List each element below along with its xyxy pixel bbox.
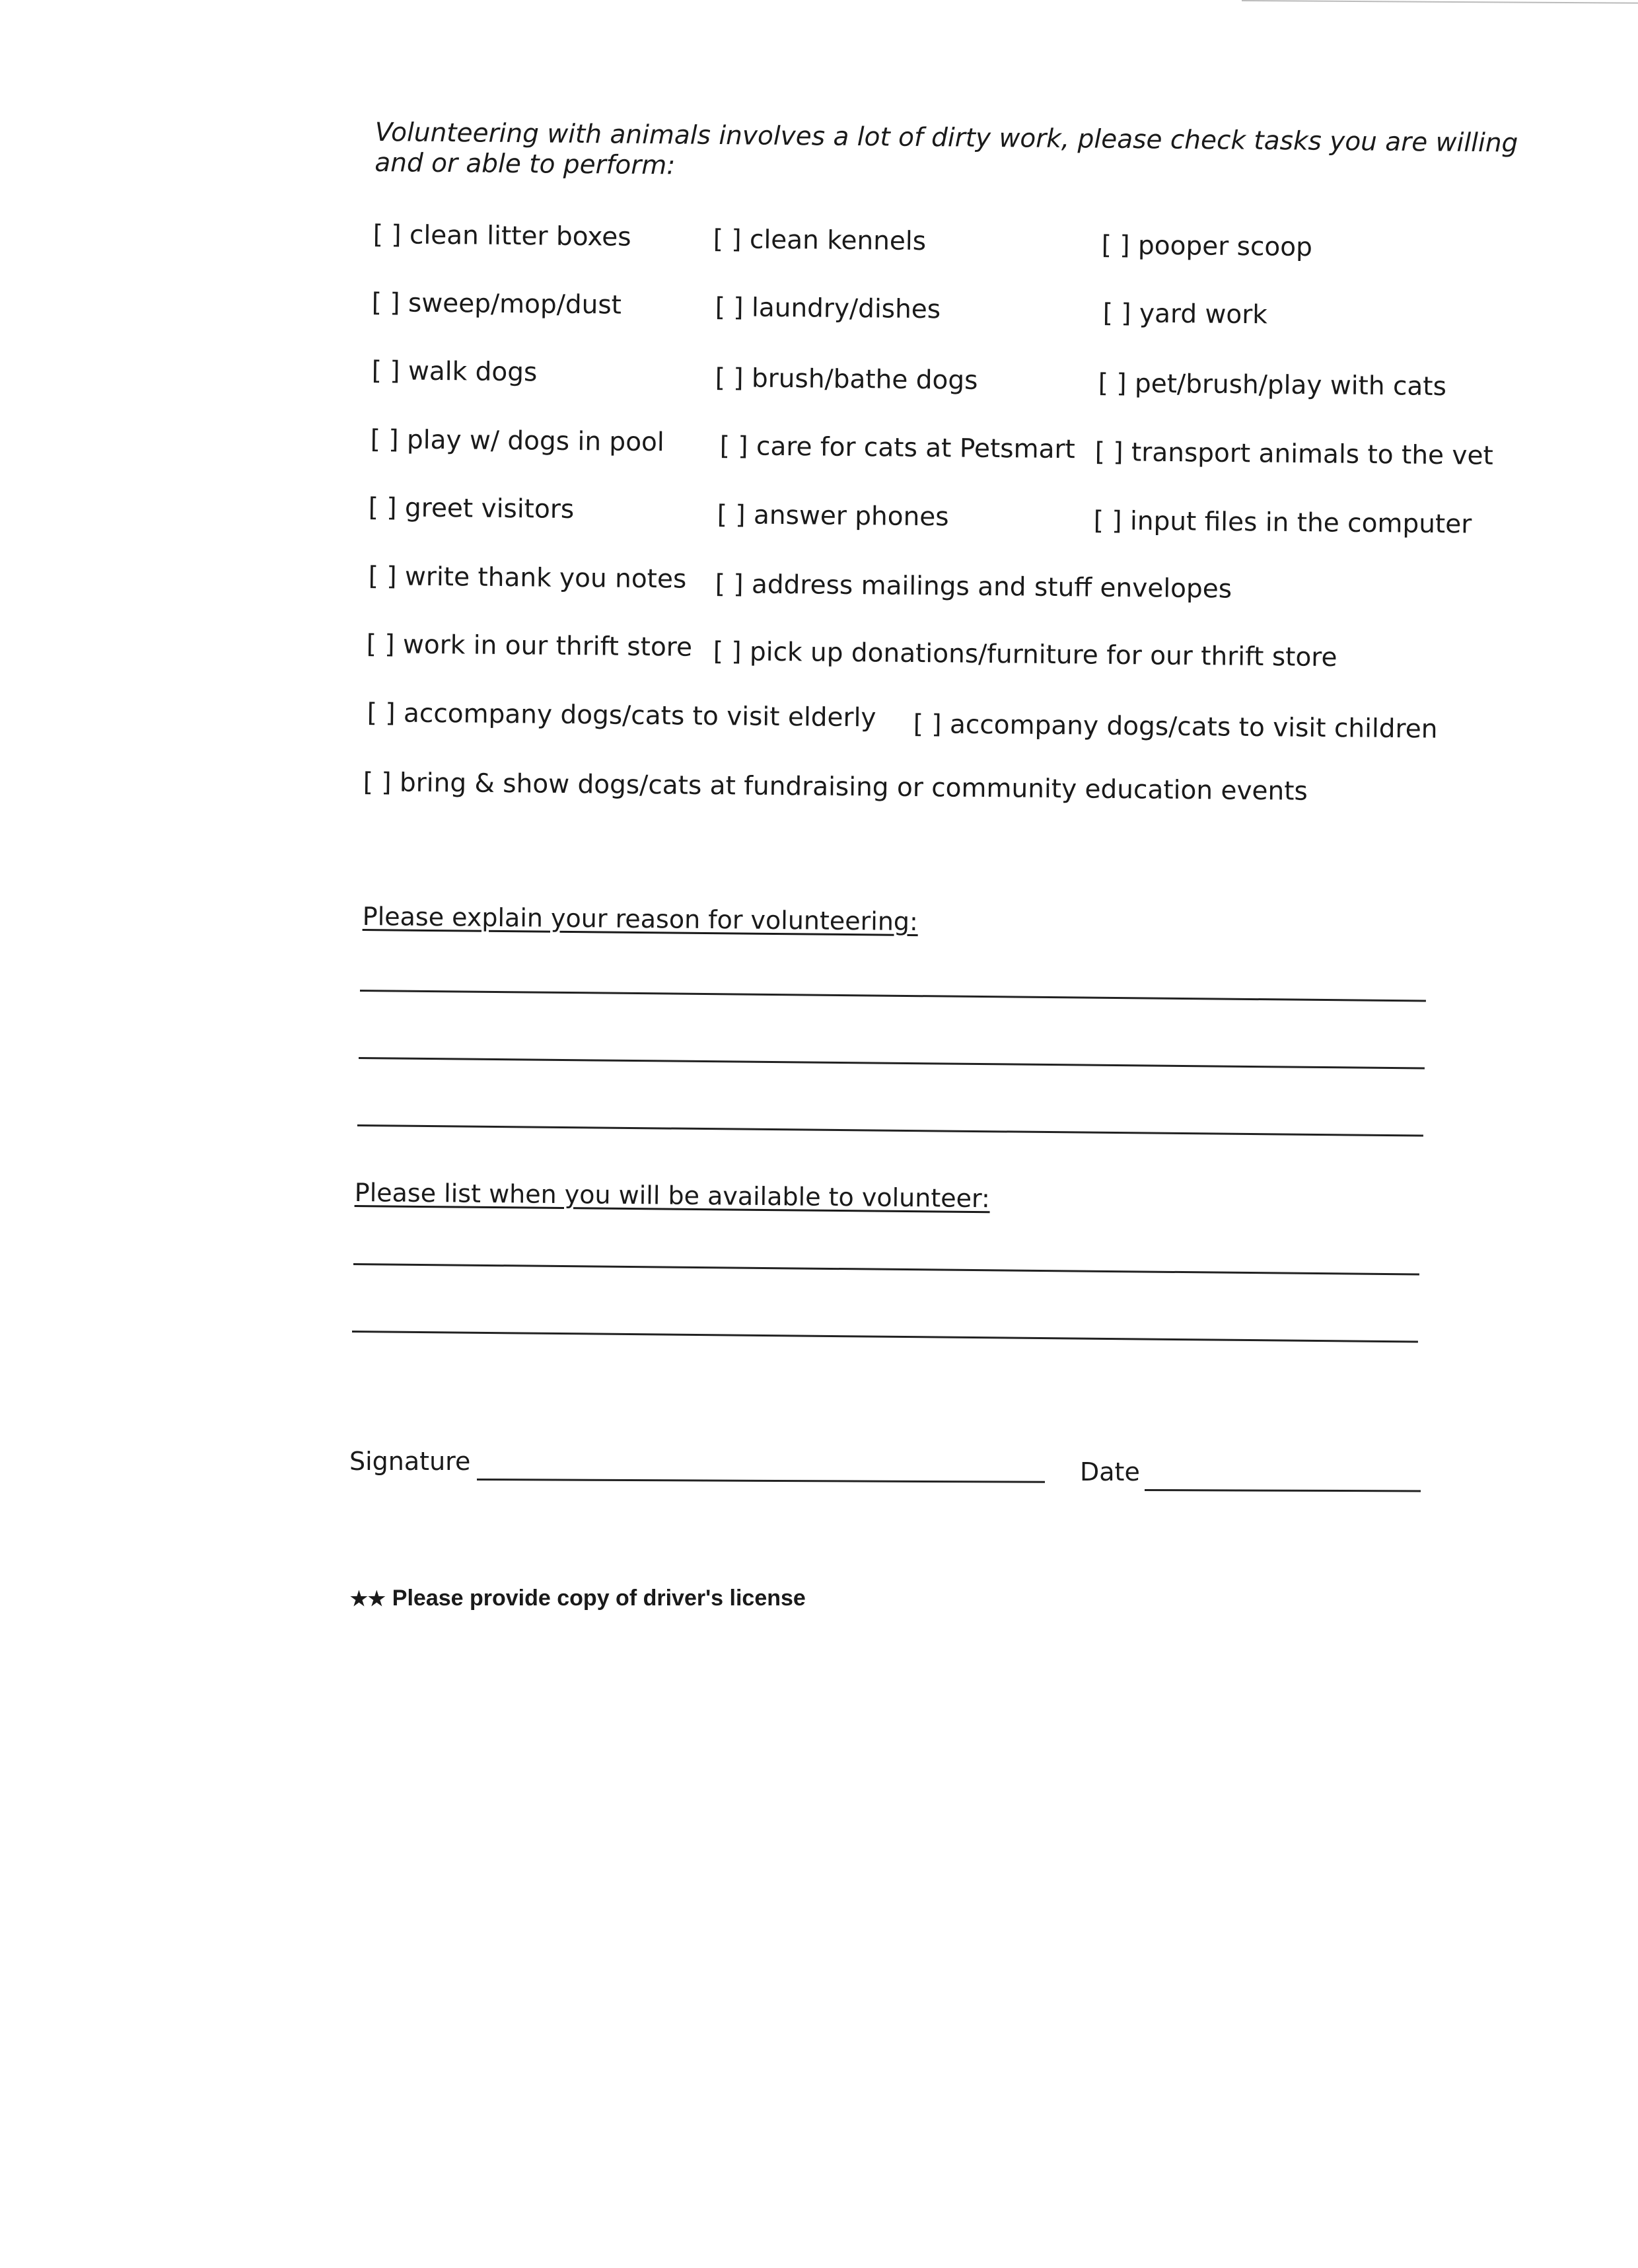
task-checkbox[interactable]: [ ] care for cats at Petsmart bbox=[719, 431, 1076, 465]
availability-answer-line[interactable] bbox=[353, 1263, 1419, 1275]
task-checkbox[interactable]: [ ] accompany dogs/cats to visit children bbox=[913, 710, 1438, 745]
task-checkbox[interactable]: [ ] address mailings and stuff envelopes bbox=[715, 569, 1232, 604]
task-checkbox[interactable]: [ ] play w/ dogs in pool bbox=[370, 425, 664, 458]
task-checkbox[interactable]: [ ] work in our thrift store bbox=[366, 630, 693, 663]
task-checkbox[interactable]: [ ] yard work bbox=[1102, 299, 1268, 330]
license-note bbox=[350, 1586, 806, 1611]
task-checkbox[interactable]: [ ] walk dogs bbox=[371, 356, 538, 388]
task-checkbox[interactable]: [ ] pooper scoop bbox=[1101, 231, 1313, 263]
task-checkbox[interactable]: [ ] bring & show dogs/cats at fundraising or community education events bbox=[363, 768, 1308, 807]
task-checkbox[interactable]: [ ] laundry/dishes bbox=[715, 293, 941, 325]
reason-answer-line[interactable] bbox=[359, 1057, 1425, 1069]
task-checkbox[interactable]: [ ] pet/brush/play with cats bbox=[1098, 369, 1447, 402]
date-label: Date bbox=[1080, 1457, 1140, 1486]
scan-edge-line bbox=[1242, 0, 1638, 17]
reason-heading: Please explain your reason for volunteering: bbox=[362, 902, 919, 937]
task-checkbox[interactable]: [ ] write thank you notes bbox=[368, 562, 687, 595]
availability-answer-line[interactable] bbox=[352, 1331, 1418, 1342]
signature-label: Signature bbox=[349, 1447, 471, 1476]
availability-heading: Please list when you will be available to volunteer: bbox=[354, 1178, 990, 1214]
license-note-text: Please provide copy of driver's license bbox=[392, 1586, 806, 1611]
task-checkbox[interactable]: [ ] transport animals to the vet bbox=[1094, 437, 1494, 471]
task-checkbox[interactable]: [ ] clean kennels bbox=[713, 225, 927, 257]
task-checkbox[interactable]: [ ] brush/bathe dogs bbox=[715, 363, 978, 396]
reason-answer-line[interactable] bbox=[357, 1124, 1423, 1136]
task-checkbox[interactable]: [ ] answer phones bbox=[717, 500, 949, 532]
intro-instructions: Volunteering with animals involves a lot of dirty work, please check tasks you are willing and or able to perform: bbox=[374, 118, 1518, 181]
task-checkbox[interactable]: [ ] sweep/mop/dust bbox=[371, 288, 622, 320]
date-line[interactable] bbox=[1145, 1489, 1421, 1492]
task-checkbox[interactable]: [ ] clean litter boxes bbox=[373, 220, 631, 252]
reason-answer-line[interactable] bbox=[360, 990, 1426, 1002]
signature-line[interactable] bbox=[477, 1479, 1045, 1483]
task-checkbox[interactable]: [ ] greet visitors bbox=[368, 493, 575, 525]
task-checkbox[interactable]: [ ] input files in the computer bbox=[1093, 506, 1472, 540]
task-checkbox[interactable]: [ ] accompany dogs/cats to visit elderly bbox=[367, 698, 876, 733]
task-checkbox[interactable]: [ ] pick up donations/furniture for our thrift store bbox=[713, 637, 1337, 673]
double-star-icon: ★★ bbox=[350, 1588, 386, 1610]
